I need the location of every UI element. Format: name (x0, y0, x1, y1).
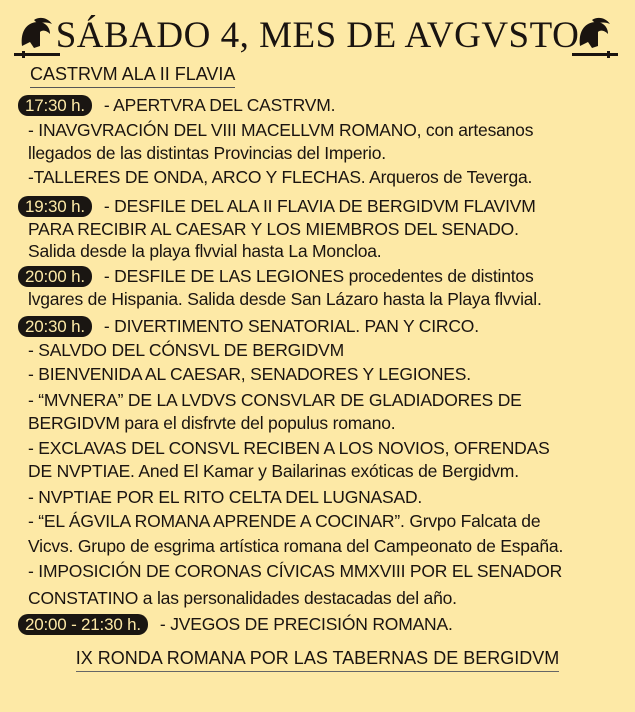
schedule-text: Vicvs. Grupo de esgrima artística romana del Campeonato de España. (28, 536, 564, 556)
schedule-line (28, 166, 532, 188)
schedule-text: - NVPTIAE POR EL RITO CELTA DEL LUGNASAD. (28, 487, 423, 507)
schedule-line (25, 265, 534, 287)
schedule-line (25, 315, 479, 337)
time-badge: 20:00 h. (18, 266, 92, 287)
time-badge: 20:00 - 21:30 h. (18, 614, 148, 635)
schedule-text: - “MVNERA” DE LA LVDVS CONSVLAR DE GLADIADORES DE (28, 390, 522, 410)
schedule-text: - “EL ÁGVILA ROMANA APRENDE A COCINAR”. Grvpo Falcata de (28, 511, 541, 531)
schedule-text: lvgares de Hispania. Salida desde San Lázaro hasta la Playa flvvial. (28, 289, 542, 309)
schedule-line (28, 288, 542, 310)
schedule-line (28, 412, 395, 434)
schedule-line (28, 510, 540, 532)
schedule-line (25, 94, 336, 116)
schedule-text: Salida desde la playa flvvial hasta La Moncloa. (28, 241, 382, 261)
schedule-text: llegados de las distintas Provincias del Imperio. (28, 143, 386, 163)
schedule-line (28, 119, 533, 141)
schedule-line (28, 587, 457, 609)
schedule-line (28, 460, 519, 482)
schedule-text: - DIVERTIMENTO SENATORIAL. PAN Y CIRCO. (103, 316, 479, 336)
subtitle: CASTRVM ALA II FLAVIA (30, 64, 235, 88)
time-badge: 17:30 h. (18, 95, 92, 116)
time-badge: 19:30 h. (18, 196, 92, 217)
schedule-line (28, 437, 550, 459)
schedule-line (25, 613, 453, 635)
schedule-text: - APERTVRA DEL CASTRVM. (103, 95, 336, 115)
schedule-text: - IMPOSICIÓN DE CORONAS CÍVICAS MMXVIII POR EL SENADOR (28, 561, 563, 581)
schedule-text: - EXCLAVAS DEL CONSVL RECIBEN A LOS NOVIOS, OFRENDAS (28, 438, 550, 458)
schedule-text: - BIENVENIDA AL CAESAR, SENADORES Y LEGIONES. (28, 364, 471, 384)
footer (0, 648, 635, 669)
schedule-text: - INAVGVRACIÓN DEL VIII MACELLVM ROMANO, con artesanos (28, 120, 534, 140)
page-title: SÁBADO 4, MES DE AVGVSTO (55, 15, 580, 56)
schedule-line (28, 142, 386, 164)
schedule-text: DE NVPTIAE. Aned El Kamar y Bailarinas exóticas de Bergidvm. (28, 461, 519, 481)
schedule-line (28, 240, 381, 262)
schedule-line (28, 535, 563, 557)
schedule-line (28, 389, 522, 411)
schedule-text: - DESFILE DE LAS LEGIONES procedentes de distintos (103, 266, 534, 286)
schedule-text: BERGIDVM para el disfrvte del populus romano. (28, 413, 396, 433)
schedule-text: -TALLERES DE ONDA, ARCO Y FLECHAS. Arqueros de Teverga. (28, 167, 533, 187)
schedule-text: - SALVDO DEL CÓNSVL DE BERGIDVM (28, 340, 345, 360)
time-badge: 20:30 h. (18, 316, 92, 337)
schedule-text: PARA RECIBIR AL CAESAR Y LOS MIEMBROS DEL SENADO. (28, 219, 519, 239)
schedule-text: - JVEGOS DE PRECISIÓN ROMANA. (159, 614, 453, 634)
schedule-line (25, 195, 536, 217)
schedule-line (28, 560, 562, 582)
schedule-line (28, 218, 519, 240)
schedule-text: CONSTATINO a las personalidades destacadas del año. (28, 588, 457, 608)
schedule-line (28, 363, 471, 385)
schedule-line (28, 486, 422, 508)
footer-text: IX RONDA ROMANA POR LAS TABERNAS DE BERGIDVM (76, 648, 559, 672)
schedule-line (28, 339, 344, 361)
schedule-text: - DESFILE DEL ALA II FLAVIA DE BERGIDVM FLAVIVM (103, 196, 536, 216)
